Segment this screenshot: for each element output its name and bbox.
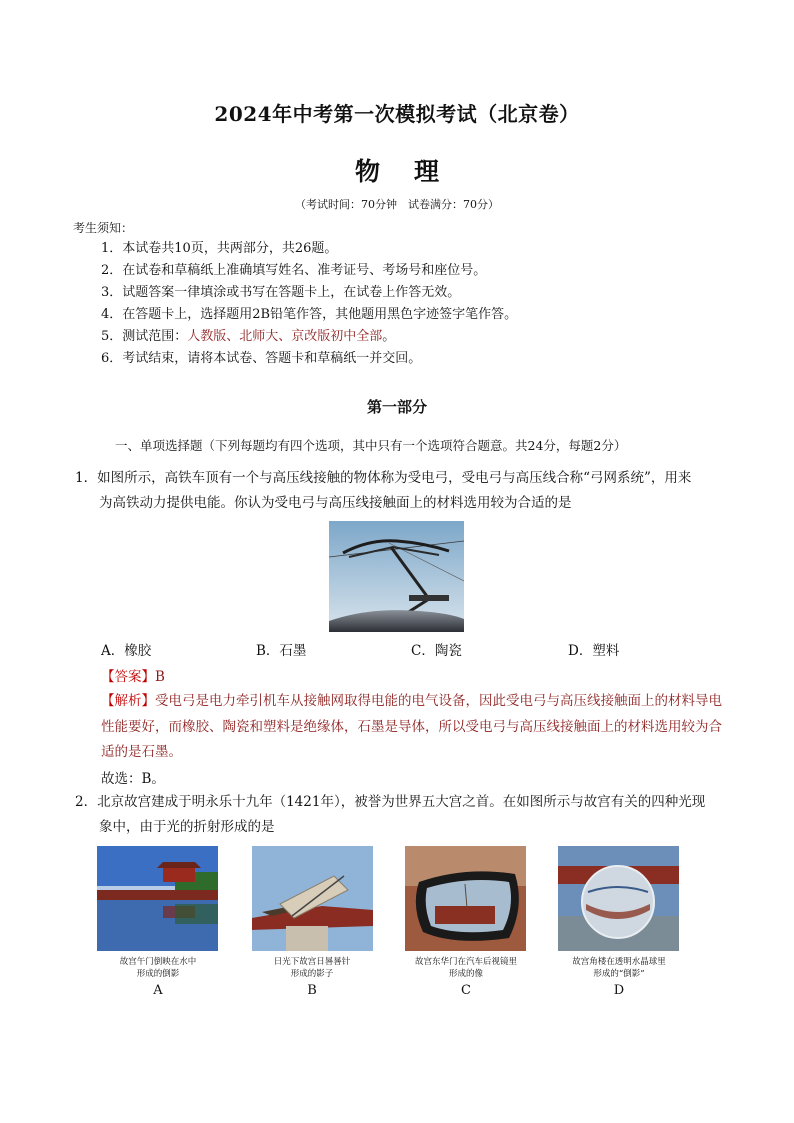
question-2 xyxy=(75,790,735,840)
photo-d-crystal-ball xyxy=(558,846,679,951)
option-a[interactable]: A．橡胶 xyxy=(101,643,152,659)
exam-title: 2024年中考第一次模拟考试（北京卷） xyxy=(214,102,580,126)
note-item-prefix: 5．测试范围： xyxy=(101,329,188,344)
caption-line: 形成的影子 xyxy=(290,969,334,979)
option-b[interactable]: B xyxy=(307,983,317,998)
subject-title: 物理 xyxy=(354,157,473,186)
option-a[interactable]: A xyxy=(153,983,163,998)
answer-label: 【答案】 xyxy=(101,669,155,685)
question-text: 1．如图所示，高铁车顶有一个与高压线接触的物体称为受电弓，受电弓与高压线合称“弓网系统”，用来 xyxy=(75,470,692,486)
caption-line: 故宫角楼在透明水晶球里 xyxy=(572,957,666,967)
option-d[interactable]: D xyxy=(613,983,625,998)
test-scope-highlight: 人教版、北师大、京改版初中全部 xyxy=(187,329,383,344)
q1-choose: 故选：B。 xyxy=(101,771,165,787)
note-item: 2．在试卷和草稿纸上准确填写姓名、准考证号、考场号和座位号。 xyxy=(101,263,487,278)
section-heading: 一、单项选择题（下列每题均有四个选项，其中只有一个选项符合题意。共24分，每题2分） xyxy=(115,438,627,453)
caption-line: 形成的像 xyxy=(448,969,483,979)
caption-a xyxy=(88,956,228,980)
part-title: 第一部分 xyxy=(366,398,427,416)
note-item: 1．本试卷共10页，共两部分，共26题。 xyxy=(101,241,338,256)
option-c[interactable]: C．陶瓷 xyxy=(411,643,462,659)
caption-line: 故宫东华门在汽车后视镜里 xyxy=(414,957,517,967)
caption-line: 日光下故宫日晷晷针 xyxy=(273,957,351,967)
photo-c-car-mirror xyxy=(405,846,526,951)
caption-line: 形成的“倒影” xyxy=(593,969,645,979)
option-b[interactable]: B．石墨 xyxy=(256,643,307,659)
notes-list xyxy=(101,238,517,370)
question-text: 象中，由于光的折射形成的是 xyxy=(99,819,275,835)
caption-line: 形成的倒影 xyxy=(136,969,180,979)
option-c[interactable]: C xyxy=(461,983,471,998)
note-item: 4．在答题卡上，选择题用2B铅笔作答，其他题用黑色字迹签字笔作答。 xyxy=(101,307,518,322)
question-text: 2．北京故宫建成于明永乐十九年（1421年），被誉为世界五大宫之首。在如图所示与故宫有关的四种光现 xyxy=(75,794,706,810)
analysis-text: 受电弓是电力牵引机车从接触网取得电能的电气设备，因此受电弓与高压线接触面上的材料导电性能要好，而橡胶、陶瓷和塑料是绝缘体，石墨是导体，所以受电弓与高压线接触面上的材料选用较为合适的是石墨。 xyxy=(101,693,722,760)
caption-c xyxy=(396,956,536,980)
note-item xyxy=(101,326,517,348)
note-item: 6．考试结束，请将本试卷、答题卡和草稿纸一并交回。 xyxy=(101,351,422,366)
question-text: 为高铁动力提供电能。你认为受电弓与高压线接触面上的材料选用较为合适的是 xyxy=(99,495,572,511)
note-item-suffix: 。 xyxy=(382,329,396,344)
option-d[interactable]: D．塑料 xyxy=(568,643,620,659)
q1-analysis xyxy=(101,689,729,766)
note-item: 3．试题答案一律填涂或书写在答题卡上，在试卷上作答无效。 xyxy=(101,285,461,300)
q1-options xyxy=(101,639,741,661)
photo-b-sundial xyxy=(252,846,373,951)
exam-info: （考试时间：70分钟 试卷满分：70分） xyxy=(295,198,499,211)
q1-answer xyxy=(101,665,165,685)
photo-a-reflection xyxy=(97,846,218,951)
question-1 xyxy=(75,466,735,516)
notes-heading: 考生须知： xyxy=(73,221,134,235)
caption-line: 故宫午门倒映在水中 xyxy=(119,957,197,967)
pantograph-image xyxy=(329,521,464,632)
answer-value: B xyxy=(155,669,165,685)
caption-d xyxy=(549,956,689,980)
caption-b xyxy=(242,956,382,980)
analysis-label: 【解析】 xyxy=(101,693,155,709)
